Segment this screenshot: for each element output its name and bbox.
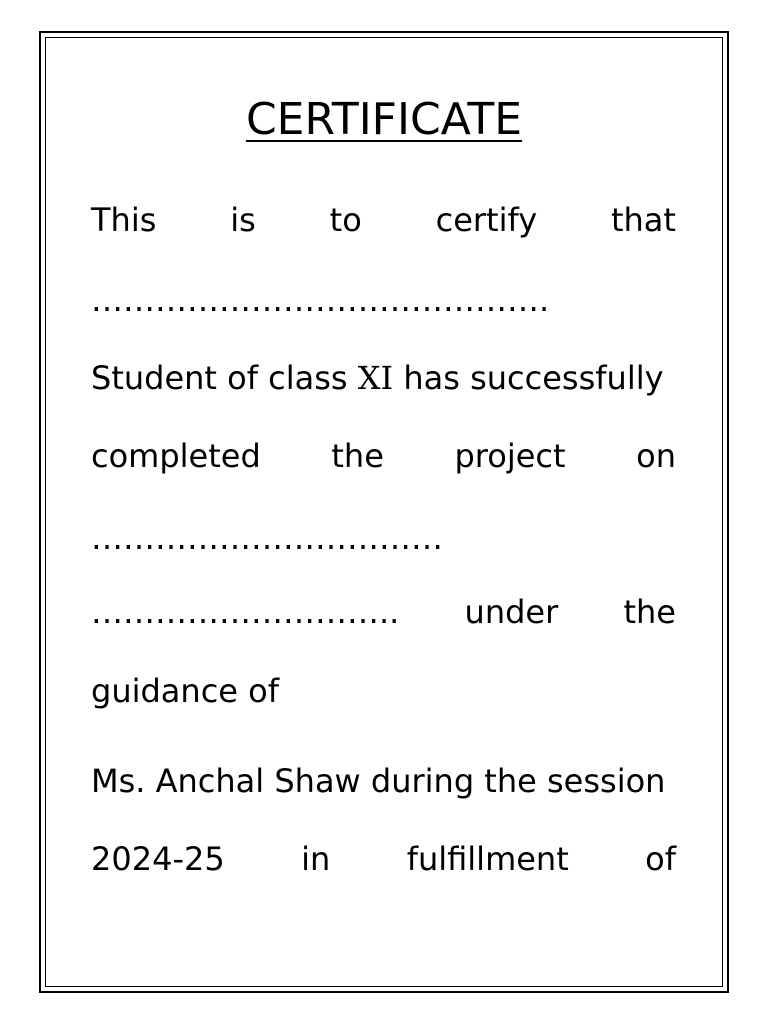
class-prefix: Student of class [91, 359, 348, 397]
word: the [623, 593, 676, 631]
word: the [331, 437, 384, 475]
body-line-1 [91, 198, 676, 242]
body-line-3 [91, 356, 676, 400]
word: completed [91, 437, 261, 475]
word: under [464, 593, 559, 631]
class-value: XI [357, 359, 394, 397]
student-name-blank: ……………………………………. [91, 281, 550, 319]
word: that [610, 201, 676, 239]
class-suffix: has successfully [403, 359, 664, 397]
body-line-8: Ms. Anchal Shaw during the session [91, 762, 666, 800]
word: in [301, 840, 331, 878]
body-line-4 [91, 434, 676, 478]
word: This [91, 201, 157, 239]
certificate-title: CERTIFICATE [245, 94, 523, 145]
body-line-6 [91, 590, 676, 634]
word: is [230, 201, 256, 239]
body-line-7: guidance of [91, 672, 279, 710]
word: certify [435, 201, 538, 239]
word: 2024-25 [91, 840, 225, 878]
word: fulfillment [406, 840, 569, 878]
word: of [645, 840, 676, 878]
project-title-blank: …………………………… [91, 519, 443, 557]
word: to [329, 201, 362, 239]
body-line-9 [91, 837, 676, 881]
word: on [636, 437, 676, 475]
word: project [454, 437, 566, 475]
project-title-blank-continued: ……………………….. [91, 593, 400, 631]
